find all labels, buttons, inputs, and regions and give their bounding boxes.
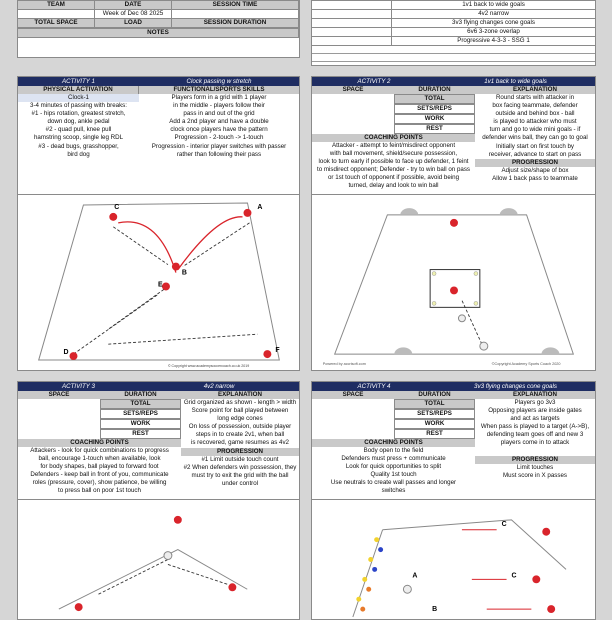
text-line: When pass is played to a target (A->B), — [480, 423, 590, 431]
text-line: look to turn early if possible to face up defender, 1 feint — [318, 158, 469, 166]
text-line: ball, encourage 1-touch when available, look — [38, 455, 161, 463]
functional-skills-header: FUNCTIONAL/SPORTS SKILLS — [139, 86, 299, 94]
text-line: #2 When defenders win possession, they — [183, 463, 297, 471]
duration-header: DURATION — [394, 86, 475, 94]
text-line: to misdirect opponent; Defender - try to win ball on pass — [316, 166, 471, 174]
text-line: Progression - 2-touch -> 1-touch — [174, 134, 264, 142]
text-line: players come in to attack — [500, 439, 570, 447]
activity-2-title: ACTIVITY 2 — [357, 78, 391, 85]
text-line: Allow 1 back pass to teammate — [492, 174, 578, 182]
text-line: #2 - quad pull, knee pull — [45, 126, 112, 134]
text-line: defender wins ball, they can go to goal — [482, 134, 588, 142]
text-line: outside and behind box - ball — [495, 110, 575, 118]
marker-label: A — [257, 203, 263, 211]
sets-reps-label: SETS/REPS — [394, 104, 475, 114]
text-line: is played to attacker who must — [493, 118, 577, 126]
marker-label: F — [275, 347, 280, 355]
text-line: steps in to create 2v1, when ball — [195, 431, 285, 439]
text-line: roles (pressure, cover), show patience, be willing — [32, 479, 167, 487]
text-line: Players go 3v3 — [514, 399, 556, 406]
text-line: Look for quick opportunities to split — [345, 463, 442, 471]
text-line: Add a 2nd player and have a double — [169, 118, 269, 126]
text-line: in the middle - players follow their — [173, 102, 265, 110]
text-line: clock once players have the pattern — [170, 126, 268, 134]
text-line: Players form in a grid with 1 player — [171, 94, 267, 101]
coaching-points-header: COACHING POINTS — [312, 134, 475, 142]
activity-1-diagram — [18, 194, 299, 370]
activity-4-diagram — [312, 499, 595, 619]
activity-4-panel — [311, 381, 596, 620]
text-line: Progression - interior player switches with passer — [151, 142, 287, 150]
copyright-text: © Copyright www.academysoccercoach.co.uk 2019 — [167, 364, 250, 369]
text-line: and act as targets — [510, 415, 560, 423]
explanation-header: EXPLANATION — [181, 391, 299, 399]
text-line: Must score in X passes — [503, 471, 567, 479]
text-line: Grid organized as shown - length > width — [183, 399, 297, 406]
text-line: #1 Limit outside touch count — [201, 455, 279, 463]
activity-2-panel — [311, 76, 596, 371]
activity-1-title: ACTIVITY 1 — [62, 78, 95, 85]
work-label: WORK — [394, 419, 475, 429]
text-line: Defenders - keep ball in front of you, communicate — [30, 471, 169, 479]
activity-2-diagram — [312, 194, 595, 370]
activity-3-panel — [17, 381, 300, 620]
marker-label: B — [181, 269, 187, 277]
rest-label: REST — [100, 429, 181, 439]
activity-4-title: ACTIVITY 4 — [357, 383, 391, 390]
work-label: WORK — [100, 419, 181, 429]
marker-label: D — [63, 349, 69, 357]
session-time-header: SESSION TIME — [172, 1, 299, 10]
text-line: #1 - hips rotation, greatest stretch, — [31, 110, 126, 118]
total-space-header: TOTAL SPACE — [18, 19, 95, 28]
load-header: LOAD — [95, 19, 172, 28]
text-line: Opposing players are inside gates — [488, 407, 582, 415]
text-line: receiver, advance to start on pass — [488, 150, 582, 158]
text-line: pass in and out of the grid — [183, 110, 255, 118]
activity-3-title: ACTIVITY 3 — [62, 383, 95, 390]
text-line: or 1st touch of opponent if possible, avoid being — [327, 174, 460, 182]
activity-list-item: Progressive 4-3-3 - SSG 1 — [457, 37, 530, 45]
space-header: SPACE — [312, 391, 394, 399]
marker-label: E — [158, 281, 163, 289]
space-header: SPACE — [18, 391, 100, 399]
marker-label: C — [501, 520, 507, 528]
text-line: for body shapes, ball played to forward foot — [40, 463, 159, 471]
marker-label: C — [114, 203, 120, 211]
notes-header: NOTES — [18, 29, 299, 38]
rest-label: REST — [394, 429, 475, 439]
explanation-header: EXPLANATION — [475, 391, 595, 399]
date-value[interactable]: Week of Dec 08 2025 — [95, 10, 172, 19]
activity-list-item: 1v1 back to wide goals — [462, 1, 525, 8]
copyright-text: ©Copyright Academy Sports Coach 2020 — [491, 362, 561, 367]
physical-activation-header: PHYSICAL ACTIVATION — [18, 86, 139, 94]
powered-by-text: Powered by accrisoft.com — [322, 362, 366, 367]
text-line: Score point for ball played between — [191, 407, 289, 415]
notes-area[interactable] — [18, 38, 299, 55]
text-line: hamstring scoop, single leg RDL — [33, 134, 124, 142]
text-line: must try to exit the grid with the ball — [191, 471, 289, 479]
total-label: TOTAL — [394, 94, 475, 104]
activity-list-item: 4v2 narrow — [478, 10, 509, 18]
clock-label: Clock-1 — [18, 94, 139, 102]
activity-3-name: 4v2 narrow — [203, 383, 235, 390]
text-line: switches — [381, 487, 406, 495]
progression-header: PROGRESSION — [181, 448, 299, 456]
text-line: defending team goes off and new 3 — [486, 431, 584, 439]
text-line: Adjust size/shape of box — [501, 166, 569, 174]
team-header: TEAM — [18, 1, 95, 10]
sets-reps-label: SETS/REPS — [100, 409, 181, 419]
text-line: Attacker - attempt to feint/misdirect opponent — [331, 142, 456, 149]
text-line: Attackers - look for quick combinations to progress — [30, 447, 169, 454]
text-line: turn and go to wide mini goals - if — [489, 126, 581, 134]
text-line: On loss of possession, outside player — [188, 423, 292, 431]
progression-header: PROGRESSION — [475, 159, 595, 167]
activity-1-name: Clock passing w stretch — [186, 78, 252, 85]
marker-label: B — [432, 606, 438, 614]
text-line: to press ball on poor 1st touch — [58, 487, 141, 495]
activity-list-item: 3v3 flying changes cone goals — [452, 19, 535, 27]
text-line: Body open to the field — [363, 447, 424, 454]
duration-header: DURATION — [100, 391, 181, 399]
total-label: TOTAL — [394, 399, 475, 409]
text-line: long edge cones — [217, 415, 263, 423]
session-info-panel — [17, 0, 300, 58]
text-line: turned, delay and look to win ball — [348, 182, 439, 190]
activity-list-panel — [311, 0, 596, 66]
rest-label: REST — [394, 124, 475, 134]
session-time-value[interactable] — [172, 10, 299, 19]
date-header: DATE — [95, 1, 172, 10]
activity-list-item: 6v6 3-zone overlap — [467, 28, 520, 36]
text-line: down dog, ankle pedal — [47, 118, 110, 126]
space-header: SPACE — [312, 86, 394, 94]
progression-header: PROGRESSION — [475, 456, 595, 464]
text-line: Round starts with attacker in — [495, 94, 575, 101]
work-label: WORK — [394, 114, 475, 124]
activity-4-name: 3v3 flying changes cone goals — [474, 383, 557, 390]
text-line: bird dog — [67, 150, 90, 158]
total-label: TOTAL — [100, 399, 181, 409]
activity-2-name: 1v1 back to wide goals — [484, 78, 547, 85]
duration-header: DURATION — [394, 391, 475, 399]
team-value[interactable] — [18, 10, 95, 19]
explanation-header: EXPLANATION — [475, 86, 595, 94]
text-line: under control — [221, 479, 259, 487]
text-line: is recovered, game resumes as 4v2 — [190, 439, 289, 447]
text-line: #3 - dead bugs, grasshopper, — [38, 142, 119, 150]
marker-label: C — [511, 572, 517, 580]
coaching-points-header: COACHING POINTS — [312, 439, 475, 447]
text-line: Use neutrals to create wall passes and longer — [330, 479, 457, 487]
text-line: Defenders must press + communicate — [341, 455, 446, 463]
sets-reps-label: SETS/REPS — [394, 409, 475, 419]
text-line: Initially start on first touch by — [495, 142, 575, 150]
marker-label: A — [412, 572, 418, 580]
text-line: box facing teammate, defender — [492, 102, 578, 110]
text-line: Quality 1st touch — [370, 471, 417, 479]
text-line: rather than following their pass — [176, 150, 262, 158]
text-line: with ball movement, shield/secure possession, — [329, 150, 458, 158]
session-duration-header: SESSION DURATION — [172, 19, 299, 28]
text-line: 3-4 minutes of passing with breaks: — [30, 102, 127, 110]
activity-1-panel — [17, 76, 300, 371]
text-line: Limit touches — [516, 463, 554, 471]
activity-3-diagram — [18, 499, 299, 619]
coaching-points-header: COACHING POINTS — [18, 439, 181, 447]
